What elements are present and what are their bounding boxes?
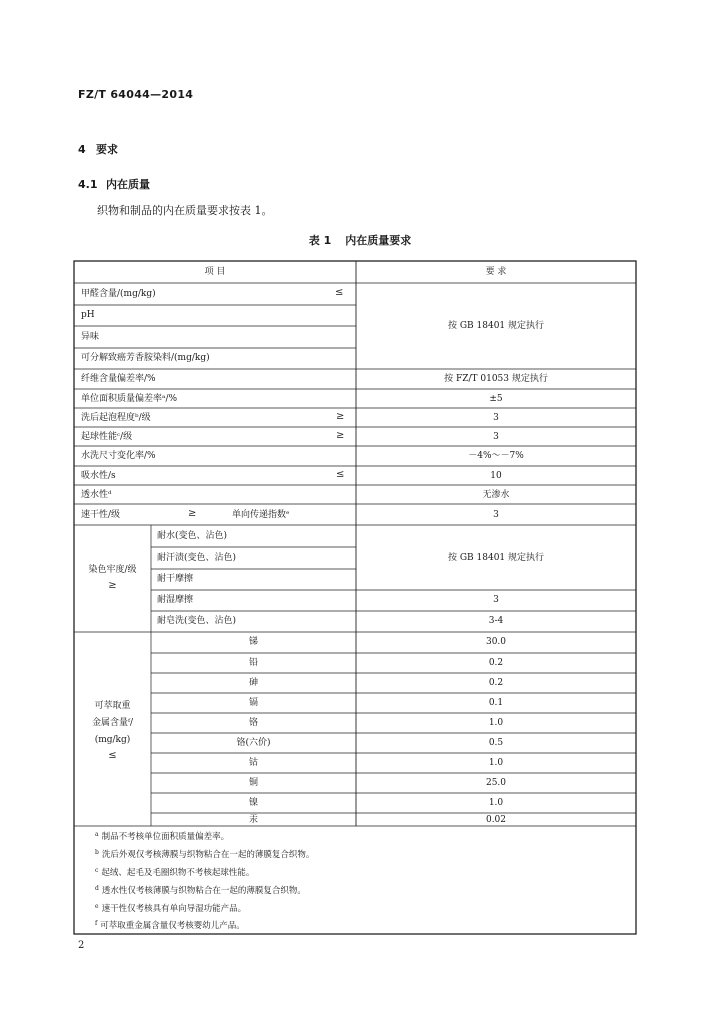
- requirement-fiber-content: 按 FZ/T 01053 规定执行: [444, 374, 548, 384]
- requirement-cf-wet-rub: 3: [493, 595, 499, 605]
- comparator-heavy-metals: ≤: [108, 750, 117, 761]
- metal-value: 0.2: [488, 658, 504, 668]
- footnote-mark: f: [95, 920, 98, 927]
- standard-code: FZ/T 64044—2014: [78, 88, 194, 101]
- comparator-formaldehyde: ≤: [335, 287, 344, 298]
- row-label-dimension-change: 水洗尺寸变化率/%: [81, 451, 156, 461]
- metal-value: 1.0: [488, 798, 504, 808]
- row-label-cf-dry-rub: 耐干摩擦: [157, 574, 194, 584]
- footnote-text: 可萃取重金属含量仅考核婴幼儿产品。: [100, 921, 245, 931]
- requirement-gb18401: 按 GB 18401 规定执行: [447, 321, 545, 331]
- requirement-cf-washing: 3-4: [488, 616, 504, 626]
- comparator-colorfastness: ≥: [108, 580, 117, 591]
- section-title: 内在质量: [106, 178, 150, 191]
- footnote-text: 洗后外观仅考核薄膜与织物粘合在一起的薄膜复合织物。: [101, 850, 315, 860]
- column-header-item: 项 目: [204, 267, 226, 277]
- metal-value: 1.0: [488, 718, 504, 728]
- table-footnote: [95, 848, 314, 860]
- comparator-absorbency: ≤: [336, 469, 345, 480]
- metal-value: 30.0: [485, 637, 507, 647]
- metal-name: 锑: [248, 637, 258, 647]
- metal-value: 0.2: [488, 678, 504, 688]
- footnote-mark: c: [95, 867, 99, 874]
- requirement-seam-puckering: 3: [493, 413, 499, 423]
- section-title: 要求: [96, 143, 118, 156]
- row-label-pilling: 起球性能ᶜ/级: [81, 432, 133, 442]
- column-header-requirement: 要 求: [485, 267, 507, 277]
- row-label-formaldehyde: 甲醛含量/(mg/kg): [81, 289, 156, 299]
- footnote-mark: b: [95, 849, 99, 856]
- footnote-text: 透水性仅考核薄膜与织物粘合在一起的薄膜复合织物。: [101, 886, 306, 896]
- row-label-cf-washing: 耐皂洗(变色、沾色): [157, 616, 237, 626]
- requirement-dimension-change: －4%～－7%: [468, 451, 524, 461]
- metal-name: 钴: [248, 758, 258, 768]
- footnote-text: 制品不考核单位面积质量偏差率。: [101, 832, 230, 842]
- metal-value: 1.0: [488, 758, 504, 768]
- intro-paragraph: 织物和制品的内在质量要求按表 1。: [97, 204, 273, 217]
- requirement-mass-deviation: ±5: [489, 394, 503, 404]
- comparator-quick-dry: ≥: [188, 508, 197, 519]
- metal-value: 0.1: [488, 698, 504, 708]
- row-label-seam-puckering: 洗后起泡程度ᵇ/级: [81, 413, 151, 423]
- row-label-mass-deviation: 单位面积质量偏差率ᵃ/%: [81, 394, 178, 404]
- requirement-pilling: 3: [493, 432, 499, 442]
- row-label-cf-wet-rub: 耐湿摩擦: [157, 595, 194, 605]
- group-label-heavy-metals-2: 金属含量ᶠ/: [91, 718, 134, 728]
- metal-name: 铬: [248, 718, 258, 728]
- section-number: 4: [78, 143, 86, 156]
- requirement-water-permeability: 无渗水: [482, 490, 510, 500]
- row-label-absorbency: 吸水性/s: [81, 471, 116, 481]
- requirement-gb18401-colorfastness: 按 GB 18401 规定执行: [447, 552, 545, 563]
- comparator-seam-puckering: ≥: [336, 411, 345, 422]
- row-label-azo-dyes: 可分解致癌芳香胺染料/(mg/kg): [81, 353, 210, 363]
- row-label-cf-perspiration: 耐汗渍(变色、沾色): [157, 553, 237, 563]
- table-footnote: [95, 830, 229, 842]
- metal-value: 0.02: [485, 815, 507, 825]
- row-label-odor: 异味: [81, 332, 100, 342]
- section-number: 4.1: [78, 178, 98, 191]
- footnote-mark: d: [95, 885, 99, 892]
- metal-value: 25.0: [485, 778, 507, 788]
- metal-name: 砷: [248, 678, 258, 688]
- metal-name: 汞: [248, 815, 258, 825]
- row-label-ph: pH: [81, 310, 95, 320]
- group-label-heavy-metals-3: (mg/kg): [94, 735, 131, 745]
- group-label-colorfastness: 染色牢度/级: [88, 565, 137, 575]
- table-footnote: [95, 884, 306, 896]
- footnote-mark: e: [95, 903, 99, 910]
- metal-name: 铜: [248, 778, 258, 788]
- comparator-pilling: ≥: [336, 430, 345, 441]
- metal-value: 0.5: [488, 738, 504, 748]
- metal-name: 铅: [248, 658, 258, 668]
- metal-name: 镍: [248, 798, 258, 808]
- table-footnote: [95, 866, 254, 878]
- footnote-text: 起绒、起毛及毛圈织物不考核起球性能。: [101, 868, 255, 878]
- group-label-heavy-metals-1: 可萃取重: [94, 701, 131, 711]
- footnote-text: 速干性仅考核具有单向导湿功能产品。: [101, 904, 247, 914]
- table-number: 表 1: [308, 234, 332, 247]
- requirement-quick-dry: 3: [493, 510, 499, 520]
- row-label-quick-dry: 速干性/级: [81, 510, 121, 520]
- page-number: 2: [78, 940, 85, 951]
- table-footnote: [95, 902, 246, 914]
- requirement-absorbency: 10: [490, 471, 502, 481]
- row-sublabel-one-way-index: 单向传递指数ᵉ: [232, 510, 290, 520]
- metal-name: 镉: [248, 698, 258, 708]
- row-label-fiber-content: 纤维含量偏差率/%: [81, 374, 156, 384]
- footnote-mark: a: [95, 831, 99, 838]
- row-label-cf-water: 耐水(变色、沾色): [157, 531, 228, 541]
- row-label-water-permeability: 透水性ᵈ: [81, 490, 112, 500]
- metal-name: 铬(六价): [236, 738, 271, 748]
- table-footnote: [95, 919, 245, 931]
- table-caption: 内在质量要求: [345, 234, 412, 247]
